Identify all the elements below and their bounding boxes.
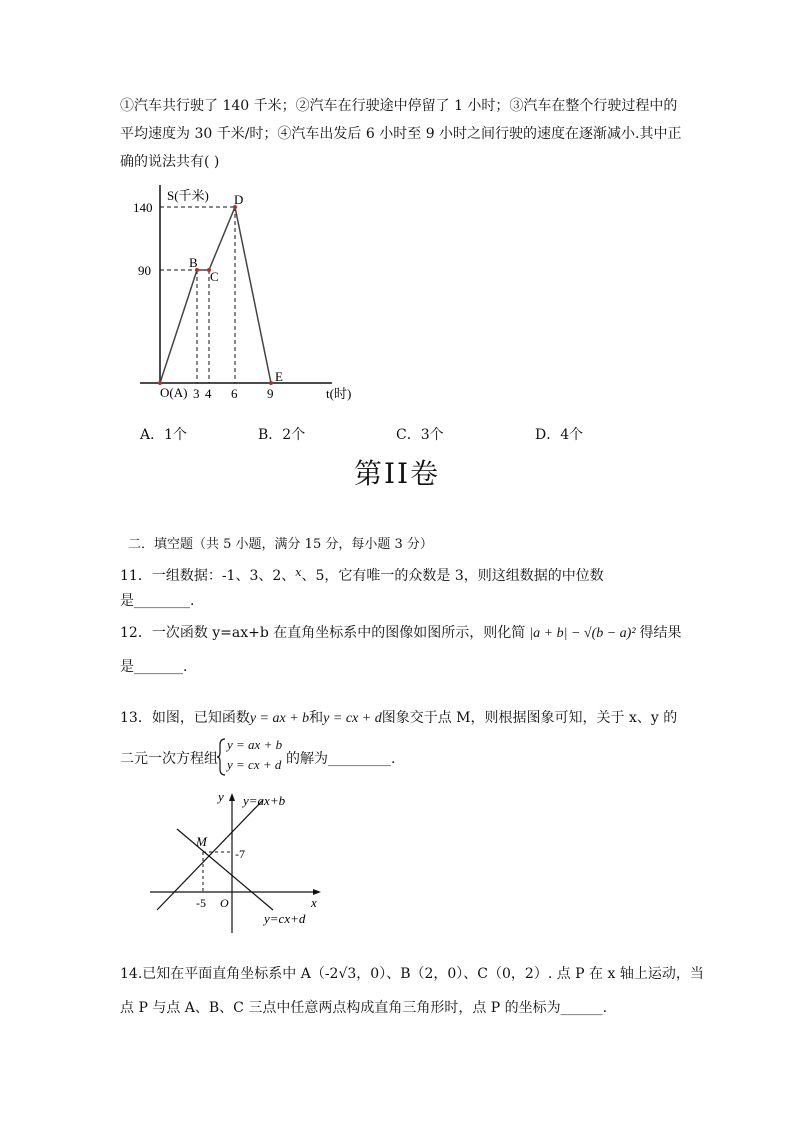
system-eq-1: y = ax + b xyxy=(227,737,283,752)
graph-x-label: x xyxy=(311,895,317,910)
q13-func-2: y = cx + d xyxy=(323,711,382,726)
q10-line-3: 确的说法共有( ) xyxy=(120,154,220,170)
q11-line-2: 是________. xyxy=(120,593,195,609)
q12-expression: |a + b| − √(b − a)² xyxy=(529,626,636,641)
xtick-6: 6 xyxy=(231,386,238,401)
y-axis-arrow-icon xyxy=(229,793,235,801)
point-label-e: E xyxy=(275,369,283,384)
q11-text-a: 11．一组数据：-1、3、2、 xyxy=(120,568,296,584)
system-eq-2: y = cx + d xyxy=(227,757,282,772)
choice-b: B．2个 xyxy=(258,427,306,443)
q13-line-2-text-b: 的解为_________. xyxy=(286,751,396,767)
q10-line-1: ①汽车共行驶了 140 千米；②汽车在行驶途中停留了 1 小时；③汽车在整个行驶过程中的 xyxy=(120,98,678,114)
q12-text-b: 得结果 xyxy=(639,625,682,641)
q13-line-2-text-a: 二元一次方程组 xyxy=(120,751,218,767)
choice-d: D．4个 xyxy=(535,427,584,443)
xtick-9: 9 xyxy=(267,386,274,401)
label-minus-5: -5 xyxy=(196,896,206,910)
choice-c: C．3个 xyxy=(396,427,444,443)
q13-text-b: 图象交于点 M，则根据图象可知，关于 x、y 的 xyxy=(381,710,678,726)
label-origin: O xyxy=(220,896,229,910)
q13-line-1 xyxy=(120,708,677,729)
q14-line-2: 点 P 与点 A、B、C 三点中任意两点构成直角三角形时，点 P 的坐标为______. xyxy=(120,1000,608,1016)
point-e xyxy=(269,381,273,385)
ytick-90: 90 xyxy=(138,263,151,278)
point-label-d: D xyxy=(234,192,244,207)
q13-and: 和 xyxy=(309,710,324,726)
q13-func-1: y = ax + b xyxy=(249,711,310,726)
ytick-140: 140 xyxy=(133,200,153,215)
xtick-4: 4 xyxy=(205,386,212,401)
point-label-c: C xyxy=(210,269,219,284)
q11-line-1 xyxy=(120,563,604,586)
brace-icon xyxy=(217,737,227,777)
label-m: M xyxy=(196,834,207,849)
q10-distance-time-graph xyxy=(120,185,370,410)
q11-var-x: x xyxy=(295,566,302,579)
section2-header: 二．填空题（共 5 小题，满分 15 分，每小题 3 分） xyxy=(128,537,433,552)
q12-line-1 xyxy=(120,623,682,644)
y-axis-label: S(千米) xyxy=(167,188,209,203)
graph-y-label: y xyxy=(218,789,224,804)
label-y-cx-d: y=cx+d xyxy=(264,911,306,926)
choice-a: A．1个 xyxy=(140,427,188,443)
q10-line-2: 平均速度为 30 千米/时；④汽车出发后 6 小时至 9 小时之间行驶的速度在逐渐减小.其中正 xyxy=(120,126,682,142)
line-ax-plus-b xyxy=(157,800,263,910)
point-label-a: O(A) xyxy=(160,385,188,400)
journey-line xyxy=(160,207,271,383)
q11-text-b: 、5，它有唯一的众数是 3，则这组数据的中位数 xyxy=(301,568,604,584)
q13-text-a: 13．如图，已知函数 xyxy=(120,710,250,726)
section-title: 第II卷 xyxy=(353,457,441,490)
xtick-3: 3 xyxy=(193,386,200,401)
label-minus-7: -7 xyxy=(235,847,245,861)
point-label-b: B xyxy=(189,255,198,270)
q13-equation-system xyxy=(217,737,287,777)
label-y-ax-b: y=ax+b xyxy=(243,793,286,808)
q12-line-2: 是_______. xyxy=(120,659,188,675)
q13-intersection-graph xyxy=(145,785,345,935)
q12-text-a: 12．一次函数 y=ax+b 在直角坐标系中的图像如图所示，则化简 xyxy=(120,625,526,641)
x-axis-label: t(时) xyxy=(326,386,352,401)
q14-line-1: 14.已知在平面直角坐标系中 A（-2√3，0）、B（2，0）、C（0，2）. 点 P 在 x 轴上运动，当 xyxy=(120,966,704,982)
